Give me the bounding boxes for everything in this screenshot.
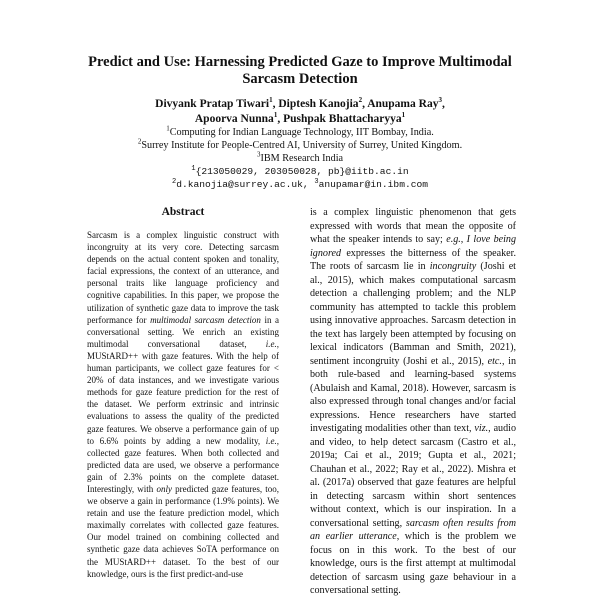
abstract-text bbox=[87, 229, 279, 580]
email-text: d.kanojia@surrey.ac.uk, bbox=[176, 179, 309, 190]
email-text: anupamar@in.ibm.com bbox=[318, 179, 428, 190]
intro-span: is a complex linguistic phenomenon that gets expressed with words that mean the opposite of what the speaker intends to say; bbox=[310, 207, 516, 245]
intro-span: audio and video, to help detect sarcasm (Castro et al., 2019a; Cai et al., 2019; Gupta et al., 2021; Chauhan et al., 2022; Ray et al., 2022). Mishra et al. (2017a) observed that gaze features are helpful in detecting sarcasm within short sentences without context, which is our inspiration. In a conversational setting, bbox=[310, 423, 517, 529]
email-mark: 1 bbox=[191, 164, 196, 173]
abstract-span: Sarcasm is a complex linguistic construct with incongruity at its very core. Detecting sarcasm depends on the actual content spoken and tonality, facial expressions, the context of an utterance, and personal traits like language proficiency and cognitive capabilities. In this paper, we propose the utilization of synthetic gaze data to improve the task performance for bbox=[87, 230, 279, 325]
intro-emphasis: viz., bbox=[474, 423, 491, 434]
email-mark: 2 bbox=[172, 177, 177, 186]
author-separator: , bbox=[272, 98, 279, 110]
abstract-span: predicted gaze features, too, we observe a gain in performance (1.9% points). We retain and use the feature prediction model, which maximally correlates with collected gaze features. Our model trained on combining collected and synthetic gaze data achieves SoTA performance on the MUStARD++ dataset. To the best of our knowledge, ours is the first predict-and-use bbox=[87, 483, 279, 579]
affiliation-line bbox=[0, 152, 600, 165]
intro-span: (Joshi et al., 2015), which makes computational sarcasm detection a challenging problem; and the NLP community has attempted to tackle this problem using innovative approaches. Sarcasm detection in the text has largely been attempted by focusing on lexical indicators (Bamman and Smith, 2021), sentiment incongruity (Joshi et al., 2015), bbox=[310, 261, 516, 367]
left-column bbox=[87, 206, 279, 580]
author-name: Apoorva Nunna bbox=[194, 112, 274, 125]
email-line bbox=[0, 178, 600, 191]
author-separator: , bbox=[441, 98, 445, 110]
author-list bbox=[0, 97, 600, 126]
abstract-emphasis: only bbox=[156, 483, 172, 494]
affiliation-text: IBM Research India bbox=[260, 153, 344, 164]
intro-emphasis: sarcasm often results from an earlier utterance bbox=[310, 517, 517, 542]
email-mark: 3 bbox=[314, 177, 319, 186]
author-affil-mark: 1 bbox=[273, 110, 278, 119]
author-name: Anupama Ray bbox=[367, 98, 439, 110]
affiliation-line bbox=[0, 126, 600, 139]
intro-span: , which is the problem we focus on in this work. To the best of our knowledge, ours is the first attempt at multimodal detection of sarcasm using gaze behaviour in a conversational setting. bbox=[310, 531, 517, 596]
intro-emphasis: etc. bbox=[487, 355, 502, 367]
author-name: Diptesh Kanojia bbox=[278, 98, 359, 110]
author-separator: , bbox=[362, 98, 368, 110]
affiliation-line bbox=[0, 139, 600, 152]
right-column bbox=[310, 206, 516, 598]
author-affil-mark: 1 bbox=[401, 110, 406, 119]
author-separator: , bbox=[277, 112, 284, 125]
intro-emphasis: e.g., I love being ignored bbox=[310, 234, 516, 259]
affiliation-text: Computing for Indian Language Technology, IIT Bombay, India. bbox=[169, 127, 434, 138]
abstract-emphasis: multimodal sarcasm detection bbox=[150, 314, 261, 325]
author-affil-mark: 1 bbox=[269, 96, 273, 105]
paper-header bbox=[0, 54, 600, 191]
email-text: {213050029, 203050028, pb}@iitb.ac.in bbox=[195, 166, 409, 177]
intro-span: , in both rule-based and learning-based systems (Abulaish and Kamal, 2018). However, sarcasm is also expressed through tonal changes and/or facial expressions. Hence researchers have started investigating modalities other than text, bbox=[310, 355, 516, 434]
abstract-heading: Abstract bbox=[161, 206, 205, 218]
email-line bbox=[0, 165, 600, 178]
author-name: Divyank Pratap Tiwari bbox=[155, 98, 270, 110]
introduction-text bbox=[310, 206, 516, 598]
paper-title: Predict and Use: Harnessing Predicted Gaze to Improve Multimodal Sarcasm Detection bbox=[88, 54, 512, 87]
affiliation-mark: 1 bbox=[166, 124, 170, 133]
abstract-span: MUStARD++ with gaze features. With the help of human participants, we collect gaze features for < 20% of data instances, and we investigate various methods for gaze feature prediction for the rest of the dataset. We perform extrinsic and intrinsic evaluations to assess the quality of the predicted gaze features. We observe a performance gain of up to 6.6% points by adding a new modality, bbox=[87, 350, 279, 446]
affiliation-text: Surrey Institute for People-Centred AI, University of Surrey, United Kingdom. bbox=[141, 140, 463, 151]
abstract-emphasis: i.e., bbox=[265, 435, 279, 446]
author-name: Pushpak Bhattacharyya bbox=[283, 112, 402, 125]
abstract-span: collected gaze features. When both collected and predicted data are used, we observe a performance gain of 2.3% points on the complete dataset. Interestingly, with bbox=[87, 447, 279, 494]
intro-emphasis: incongruity bbox=[429, 261, 477, 272]
affiliation-mark: 2 bbox=[137, 137, 142, 146]
intro-span: expresses the bitterness of the speaker. The roots of sarcasm lie in bbox=[310, 247, 516, 272]
abstract-emphasis: i.e., bbox=[265, 338, 279, 349]
affiliation-mark: 3 bbox=[256, 150, 261, 159]
author-affil-mark: 3 bbox=[438, 96, 442, 105]
abstract-span: in a conversational setting. We enrich an existing multimodal conversational dataset, bbox=[87, 314, 279, 349]
author-affil-mark: 2 bbox=[358, 96, 363, 105]
